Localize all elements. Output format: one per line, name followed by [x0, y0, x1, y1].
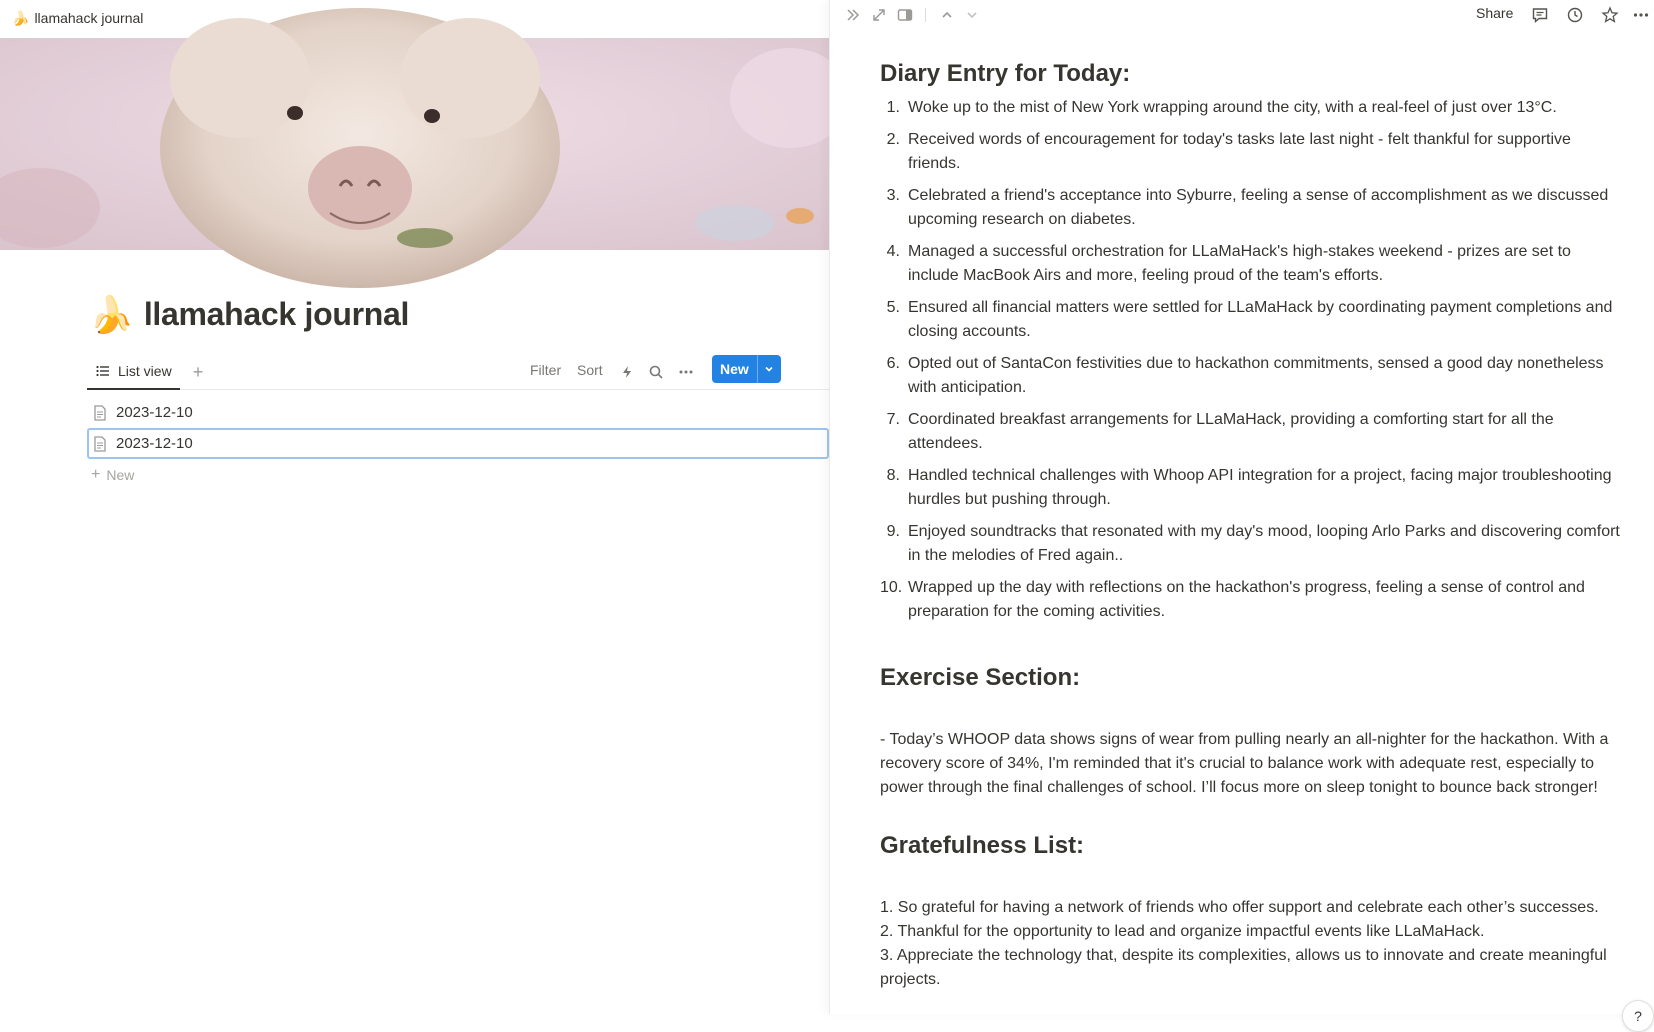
- page-title-text[interactable]: llamahack journal: [143, 296, 410, 332]
- list-item-text: Managed a successful orchestration for LLaMaHack's high-stakes weekend - prizes are set to include MacBook Airs and more, feeling proud of the team's efforts.: [908, 243, 1571, 284]
- share-button[interactable]: Share: [1476, 5, 1514, 21]
- list-item[interactable]: [880, 128, 1620, 176]
- exercise-paragraph[interactable]: - Today’s WHOOP data shows signs of wear from pulling nearly an all-nighter for the hackathon. With a recovery score of 34%, I'm reminded that it's crucial to balance work with adequate rest, especially to power through the final challenges of school. I’ll focus more on sleep tonight to bounce back stronger!: [880, 731, 1609, 796]
- gratefulness-heading[interactable]: Gratefulness List:: [880, 832, 1085, 859]
- new-button[interactable]: [712, 355, 781, 383]
- gratefulness-line[interactable]: 3. Appreciate the technology that, despite its complexities, allows us to innovate and create meaningful projects.: [880, 947, 1607, 988]
- list-number: 5.: [886, 299, 900, 316]
- gratefulness-block: [880, 896, 1620, 992]
- list-item[interactable]: [880, 464, 1620, 512]
- list-item[interactable]: [880, 184, 1620, 232]
- tab-list-view[interactable]: [87, 354, 180, 390]
- list-item[interactable]: [880, 96, 1620, 120]
- cover-image: [0, 38, 829, 250]
- expand-icon[interactable]: [868, 4, 890, 26]
- list-item-text: Opted out of SantaCon festivities due to hackathon commitments, sensed a good day nonetheless with anticipation.: [908, 355, 1604, 396]
- database-toolbar: [87, 354, 829, 390]
- list-item[interactable]: [880, 520, 1620, 568]
- search-icon[interactable]: [646, 362, 666, 382]
- plus-icon: +: [91, 465, 101, 483]
- breadcrumb[interactable]: [12, 6, 143, 30]
- add-new-row-label: New: [106, 466, 135, 483]
- list-number: 7.: [886, 411, 900, 428]
- automation-lightning-icon[interactable]: [617, 362, 637, 382]
- gratefulness-line[interactable]: 1. So grateful for having a network of friends who offer support and celebrate each other’s successes.: [880, 899, 1599, 916]
- list-number: 6.: [886, 355, 900, 372]
- favorite-star-icon[interactable]: [1599, 4, 1621, 26]
- list-item-text: Wrapped up the day with reflections on the hackathon's progress, feeling a sense of control and preparation for the coming activities.: [908, 579, 1585, 620]
- alpaca-cover-illustration: [0, 38, 829, 250]
- side-peek-panel: [829, 0, 1651, 1024]
- close-peek-double-chevron-icon[interactable]: [842, 4, 864, 26]
- comment-icon[interactable]: [1529, 4, 1551, 26]
- filter-button[interactable]: Filter: [530, 362, 562, 378]
- history-clock-icon[interactable]: [1564, 4, 1586, 26]
- list-number: 2.: [886, 131, 900, 148]
- page-title: [89, 293, 410, 335]
- page-icon: [91, 404, 109, 422]
- diary-list: [880, 96, 1620, 624]
- tab-list-view-label: List view: [118, 363, 172, 379]
- toolbar-divider: [925, 8, 926, 22]
- list-number: 1.: [886, 99, 900, 116]
- chevron-down-icon[interactable]: [961, 4, 983, 26]
- list-number: 10.: [880, 579, 903, 596]
- list-item[interactable]: [880, 240, 1620, 288]
- list-item-title: 2023-12-10: [116, 404, 193, 421]
- database-page: [0, 0, 829, 1014]
- more-options-icon[interactable]: [1630, 4, 1652, 26]
- list-item[interactable]: [87, 397, 829, 428]
- list-item-text: Enjoyed soundtracks that resonated with my day's mood, looping Arlo Parks and discovering comfort in the melodies of Fred again..: [908, 523, 1620, 564]
- chevron-down-icon[interactable]: [757, 355, 781, 383]
- gratefulness-line[interactable]: 2. Thankful for the opportunity to lead and organize impactful events like LLaMaHack.: [880, 923, 1485, 940]
- sort-button[interactable]: Sort: [577, 362, 603, 378]
- exercise-block: [880, 728, 1620, 800]
- list-number: 4.: [886, 243, 900, 260]
- list-item-text: Coordinated breakfast arrangements for LLaMaHack, providing a comforting start for all the attendees.: [908, 411, 1554, 452]
- page-content: [880, 56, 1620, 992]
- list-item-text: Ensured all financial matters were settled for LLaMaHack by coordinating payment completions and closing accounts.: [908, 299, 1613, 340]
- list-number: 8.: [886, 467, 900, 484]
- list-item-title: 2023-12-10: [116, 435, 193, 452]
- banana-emoji-icon: 🍌: [12, 9, 30, 26]
- list-item[interactable]: [880, 576, 1620, 624]
- list-item[interactable]: [87, 428, 829, 459]
- database-list: [87, 397, 829, 490]
- chevron-up-icon[interactable]: [936, 4, 958, 26]
- list-item[interactable]: [880, 296, 1620, 344]
- page-icon: [91, 435, 109, 453]
- exercise-heading[interactable]: Exercise Section:: [880, 664, 1081, 691]
- list-item-text: Celebrated a friend's acceptance into Syburre, feeling a sense of accomplishment as we discussed upcoming research on diabetes.: [908, 187, 1609, 228]
- list-item[interactable]: [880, 408, 1620, 456]
- add-new-row[interactable]: [87, 459, 829, 490]
- diary-heading[interactable]: Diary Entry for Today:: [880, 60, 1131, 87]
- list-number: 3.: [886, 187, 900, 204]
- list-item-text: Received words of encouragement for today's tasks late last night - felt thankful for supportive friends.: [908, 131, 1571, 172]
- more-options-icon[interactable]: [676, 362, 696, 382]
- list-number: 9.: [886, 523, 900, 540]
- list-item-text: Handled technical challenges with Whoop API integration for a project, facing major troubleshooting hurdles but pushing through.: [908, 467, 1612, 508]
- spacer: [880, 800, 1620, 828]
- list-icon: [95, 363, 111, 379]
- add-view-icon[interactable]: +: [192, 362, 204, 382]
- list-item-text: Woke up to the mist of New York wrapping around the city, with a real-feel of just over 13°C.: [908, 99, 1557, 116]
- breadcrumb-title[interactable]: llamahack journal: [34, 10, 144, 26]
- banana-emoji-icon[interactable]: 🍌: [89, 293, 134, 335]
- list-item[interactable]: [880, 352, 1620, 400]
- help-button[interactable]: ?: [1622, 1000, 1654, 1032]
- spacer: [880, 632, 1620, 660]
- peek-toolbar: [830, 0, 1652, 30]
- panel-layout-icon[interactable]: [894, 4, 916, 26]
- new-button-label[interactable]: New: [720, 361, 749, 377]
